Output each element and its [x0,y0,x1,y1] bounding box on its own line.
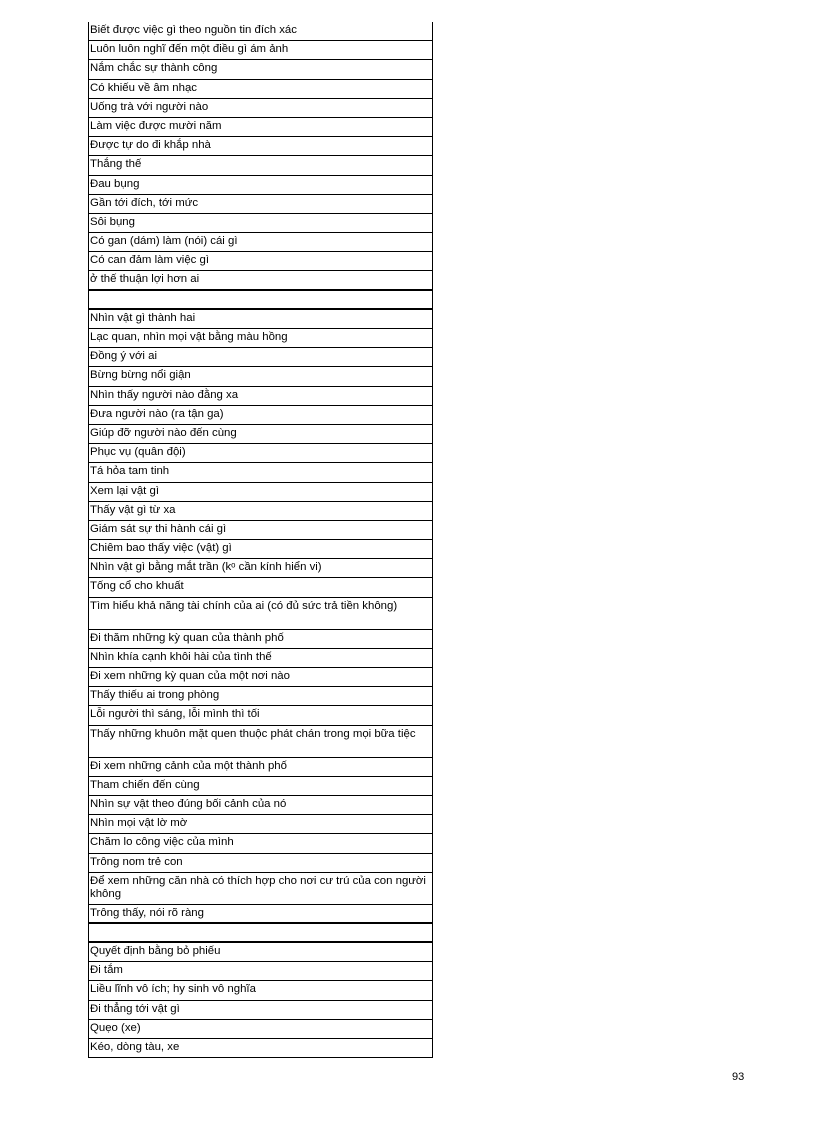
table-row: Đau bụng [89,176,432,195]
table-row: Đi thẳng tới vật gì [89,1001,432,1020]
table-row: Liều lĩnh vô ích; hy sinh vô nghĩa [89,981,432,1000]
table-row: Đi xem những cảnh của một thành phố [89,758,432,777]
table-row: Thấy vật gì từ xa [89,502,432,521]
table-row: Làm việc được mười năm [89,118,432,137]
table-row: Thấy những khuôn mặt quen thuộc phát chán trong mọi bữa tiệc [89,726,432,758]
table-row: Giúp đỡ người nào đến cùng [89,425,432,444]
table-row: Quẹo (xe) [89,1020,432,1039]
table-row: Giám sát sự thi hành cái gì [89,521,432,540]
table-row: Trông thấy, nói rõ ràng [89,905,432,924]
table-row: Có khiếu về âm nhạc [89,80,432,99]
table-row: Uống trà với người nào [89,99,432,118]
table-row: Sôi bụng [89,214,432,233]
table-row: Nhìn thấy người nào đằng xa [89,387,432,406]
table-row: Nhìn sự vật theo đúng bối cảnh của nó [89,796,432,815]
table-row: Trông nom trẻ con [89,854,432,873]
table-row: Tống cổ cho khuất [89,578,432,597]
table-row: Tham chiến đến cùng [89,777,432,796]
table-row: Quyết định bằng bỏ phiếu [89,943,432,962]
table-row: Nắm chắc sự thành công [89,60,432,79]
table-row: Để xem những căn nhà có thích hợp cho nơi cư trú của con người không [89,873,432,905]
table-row: Bừng bừng nổi giận [89,367,432,386]
table-row: Được tự do đi khắp nhà [89,137,432,156]
table-row: Tá hỏa tam tinh [89,463,432,482]
table-row: Đi thăm những kỳ quan của thành phố [89,630,432,649]
table-row: Lạc quan, nhìn mọi vật bằng màu hồng [89,329,432,348]
table-row: ở thế thuận lợi hơn ai [89,271,432,290]
table-row: Đi xem những kỳ quan của một nơi nào [89,668,432,687]
table-row: Nhìn mọi vật lờ mờ [89,815,432,834]
phrase-table [88,22,433,1058]
table-row: Nhìn vật gì thành hai [89,310,432,329]
table-row: Phục vụ (quân đội) [89,444,432,463]
table-row: Lỗi người thì sáng, lỗi mình thì tối [89,706,432,725]
table-row: Luôn luôn nghĩ đến một điều gì ám ảnh [89,41,432,60]
table-row: Đi tắm [89,962,432,981]
table-row: Nhìn vật gì bằng mắt trần (kᵒ cần kính hiển vi) [89,559,432,578]
table-row: Thấy thiếu ai trong phòng [89,687,432,706]
table-row: Nhìn khía cạnh khôi hài của tình thế [89,649,432,668]
separator-row [89,291,432,310]
table-row: Chiêm bao thấy việc (vật) gì [89,540,432,559]
table-row: Tìm hiểu khả năng tài chính của ai (có đủ sức trả tiền không) [89,598,432,630]
table-row: Kéo, dòng tàu, xe [89,1039,432,1058]
table-row: Đưa người nào (ra tận ga) [89,406,432,425]
table-row: Đồng ý với ai [89,348,432,367]
separator-row [89,924,432,943]
table-row: Chăm lo công việc của mình [89,834,432,853]
page-number: 93 [732,1072,745,1080]
table-row: Có can đảm làm việc gì [89,252,432,271]
table-row: Biết được việc gì theo nguồn tin đích xác [89,22,432,41]
table-row: Xem lại vật gì [89,483,432,502]
table-row: Thắng thế [89,156,432,175]
table-row: Gần tới đích, tới mức [89,195,432,214]
table-row: Có gan (dám) làm (nói) cái gì [89,233,432,252]
